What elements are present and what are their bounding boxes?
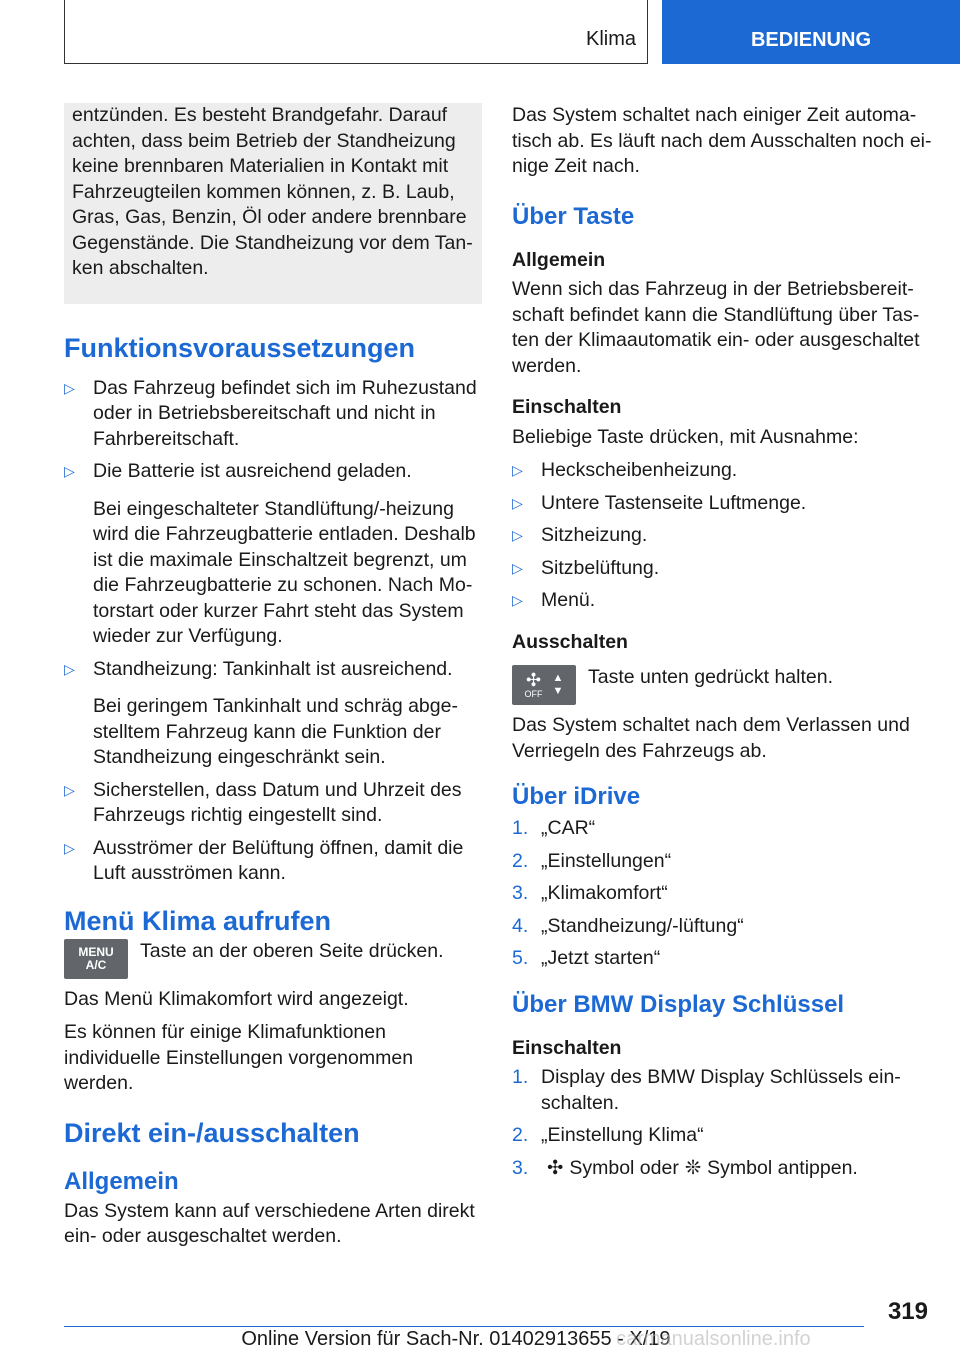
header-left-box — [64, 0, 648, 64]
warning-line: Fahrzeugteilen kommen können, z. B. Laub, — [72, 180, 455, 203]
menu-icon-text: Taste an der oberen Seite drücken. — [140, 939, 444, 962]
list-item: ▷ Das Fahrzeug befindet sich im Ruhezustand oder in Betriebsbereitschaft und nicht in Fahrbereitschaft. — [64, 376, 482, 453]
menu-icon-row — [64, 939, 482, 979]
warning-line: achten, dass beim Betrieb der Standheizung — [72, 129, 456, 152]
funktions-list — [64, 778, 482, 887]
funktions-list — [64, 376, 482, 485]
heading-allgemein: Allgemein — [64, 1167, 179, 1195]
footer-divider — [64, 1326, 864, 1327]
list-item: ▷ Heckscheibenheizung. — [512, 458, 932, 484]
footer — [0, 1328, 960, 1351]
paragraph: Das System schaltet nach einiger Zeit automa-tisch ab. Es läuft nach dem Ausschalten noch ei-nige Zeit nach. — [512, 104, 932, 177]
warning-line: keine brennbaren Materialien in Kontakt mit — [72, 155, 449, 177]
warning-box — [64, 103, 482, 304]
triangle-bullet-icon: ▷ — [512, 527, 523, 543]
list-item: ▷ Menü. — [512, 588, 932, 614]
step-item: 2. „Einstellung Klima“ — [512, 1124, 704, 1146]
funktions-list — [64, 657, 482, 683]
heat-fan-symbol-icon: ❊ — [684, 1156, 702, 1179]
step-item: 5. „Jetzt starten“ — [512, 947, 661, 969]
header-chapter-tab[interactable]: BEDIENUNG — [662, 0, 960, 64]
idrive-steps — [512, 816, 932, 972]
warning-line: Gras, Gas, Benzin, Öl oder andere brennbare — [72, 206, 467, 228]
heading-ueber-idrive: Über iDrive — [512, 783, 641, 810]
subheading-einschalten: Einschalten — [512, 1036, 622, 1059]
left-column — [64, 103, 482, 1258]
triangle-bullet-icon: ▷ — [64, 839, 75, 856]
paragraph: Es können für einige Klimafunktionen individuelle Einstellungen vorgenommen werden. — [64, 1021, 414, 1094]
triangle-bullet-icon: ▷ — [64, 660, 75, 677]
battery-note: Bei eingeschalteter Standlüftung/-heizung wird die Fahrzeugbatterie entladen. Deshalb ist die maximale Einschaltzeit begrenzt, um die Fahrzeugbatterie zu schonen. Nach Mo-torstart oder kurzer Fahrt steht das System wieder zur Verfügung. — [93, 497, 476, 647]
list-item: ▷ Untere Tastenseite Luftmenge. — [512, 491, 932, 517]
triangle-bullet-icon: ▷ — [512, 592, 523, 608]
menu-ac-button-icon: MENU A/C — [64, 939, 128, 979]
fan-off-button-icon: ✣ OFF ▲ ▼ — [512, 665, 576, 705]
heading-ueber-taste: Über Taste — [512, 202, 635, 230]
warning-line: entzünden. Es besteht Brandgefahr. Darauf — [72, 104, 448, 126]
header-section-title: Klima — [585, 28, 636, 50]
triangle-bullet-icon: ▷ — [512, 462, 523, 478]
up-down-arrows-icon: ▲ ▼ — [552, 672, 564, 697]
step-item: 3. ✣ Symbol oder ❊ Symbol antippen. — [512, 1156, 932, 1182]
subheading-ausschalten: Ausschalten — [512, 630, 628, 653]
step-item: 2. „Einstellungen“ — [512, 849, 672, 872]
fan-off-icon-row — [512, 665, 932, 705]
triangle-bullet-icon: ▷ — [64, 463, 75, 479]
list-item: ▷ Sitzheizung. — [512, 523, 932, 549]
right-column — [512, 103, 932, 1193]
list-item: ▷ Standheizung: Tankinhalt ist ausreichend. — [64, 657, 482, 683]
heading-direkt: Direkt ein-/ausschalten — [64, 1117, 360, 1148]
paragraph: Wenn sich das Fahrzeug in der Betriebsbereit-schaft befindet kann die Standlüftung über Tas-ten der Klimaautomatik ein- oder ausgeschaltet werden. — [512, 278, 920, 377]
step-item: 4. „Standheizung/-lüftung“ — [512, 914, 744, 937]
list-item: ▷ Die Batterie ist ausreichend geladen. — [64, 459, 482, 485]
triangle-bullet-icon: ▷ — [512, 494, 523, 511]
triangle-bullet-icon: ▷ — [512, 559, 523, 576]
page-number: 319 — [887, 1298, 928, 1325]
paragraph: Das System schaltet nach dem Verlassen und Verriegeln des Fahrzeugs ab. — [512, 714, 910, 762]
triangle-bullet-icon: ▷ — [64, 781, 75, 798]
list-item: ▷ Sicherstellen, dass Datum und Uhrzeit des Fahrzeugs richtig eingestellt sind. — [64, 778, 482, 829]
fan-symbol-icon: ✣ — [547, 1156, 564, 1179]
step-item: 1. Display des BMW Display Schlüssels ein-schalten. — [512, 1066, 901, 1114]
step-item: 1. „CAR“ — [512, 817, 596, 839]
triangle-bullet-icon: ▷ — [64, 379, 75, 396]
warning-line: Gegenstände. Die Standheizung vor dem Tan- — [72, 231, 473, 254]
exceptions-list — [512, 458, 932, 614]
bmw-steps — [512, 1065, 932, 1181]
paragraph: Das System kann auf verschiedene Arten direkt ein- oder ausgeschaltet werden. — [64, 1199, 475, 1247]
fan-icon-text: Taste unten gedrückt halten. — [588, 666, 833, 688]
step-item: 3. „Klimakomfort“ — [512, 882, 668, 904]
fan-icon: ✣ — [526, 670, 542, 690]
footer-online-text: Online Version für Sach-Nr. 01402913655 - X/19 — [241, 1328, 671, 1350]
heading-funktionsvoraussetzungen: Funktionsvoraussetzungen — [64, 332, 416, 363]
heading-menu-klima: Menü Klima aufrufen — [64, 905, 332, 936]
warning-line: ken abschalten. — [72, 257, 209, 279]
list-item: ▷ Sitzbelüftung. — [512, 556, 932, 582]
tank-note: Bei geringem Tankinhalt und schräg abge-stelltem Fahrzeug kann die Funktion der Standheizung eingeschränkt sein. — [93, 695, 458, 768]
paragraph: Das Menü Klimakomfort wird angezeigt. — [64, 987, 409, 1010]
subheading-allgemein: Allgemein — [512, 248, 606, 271]
heading-bmw-display-schluessel: Über BMW Display Schlüssel — [512, 990, 845, 1018]
list-item: ▷ Ausströmer der Belüftung öffnen, damit die Luft ausströmen kann. — [64, 836, 482, 887]
paragraph: Beliebige Taste drücken, mit Ausnahme: — [512, 425, 859, 448]
subheading-einschalten: Einschalten — [512, 396, 622, 418]
watermark-text: carmanualsonline.info — [616, 1328, 811, 1350]
